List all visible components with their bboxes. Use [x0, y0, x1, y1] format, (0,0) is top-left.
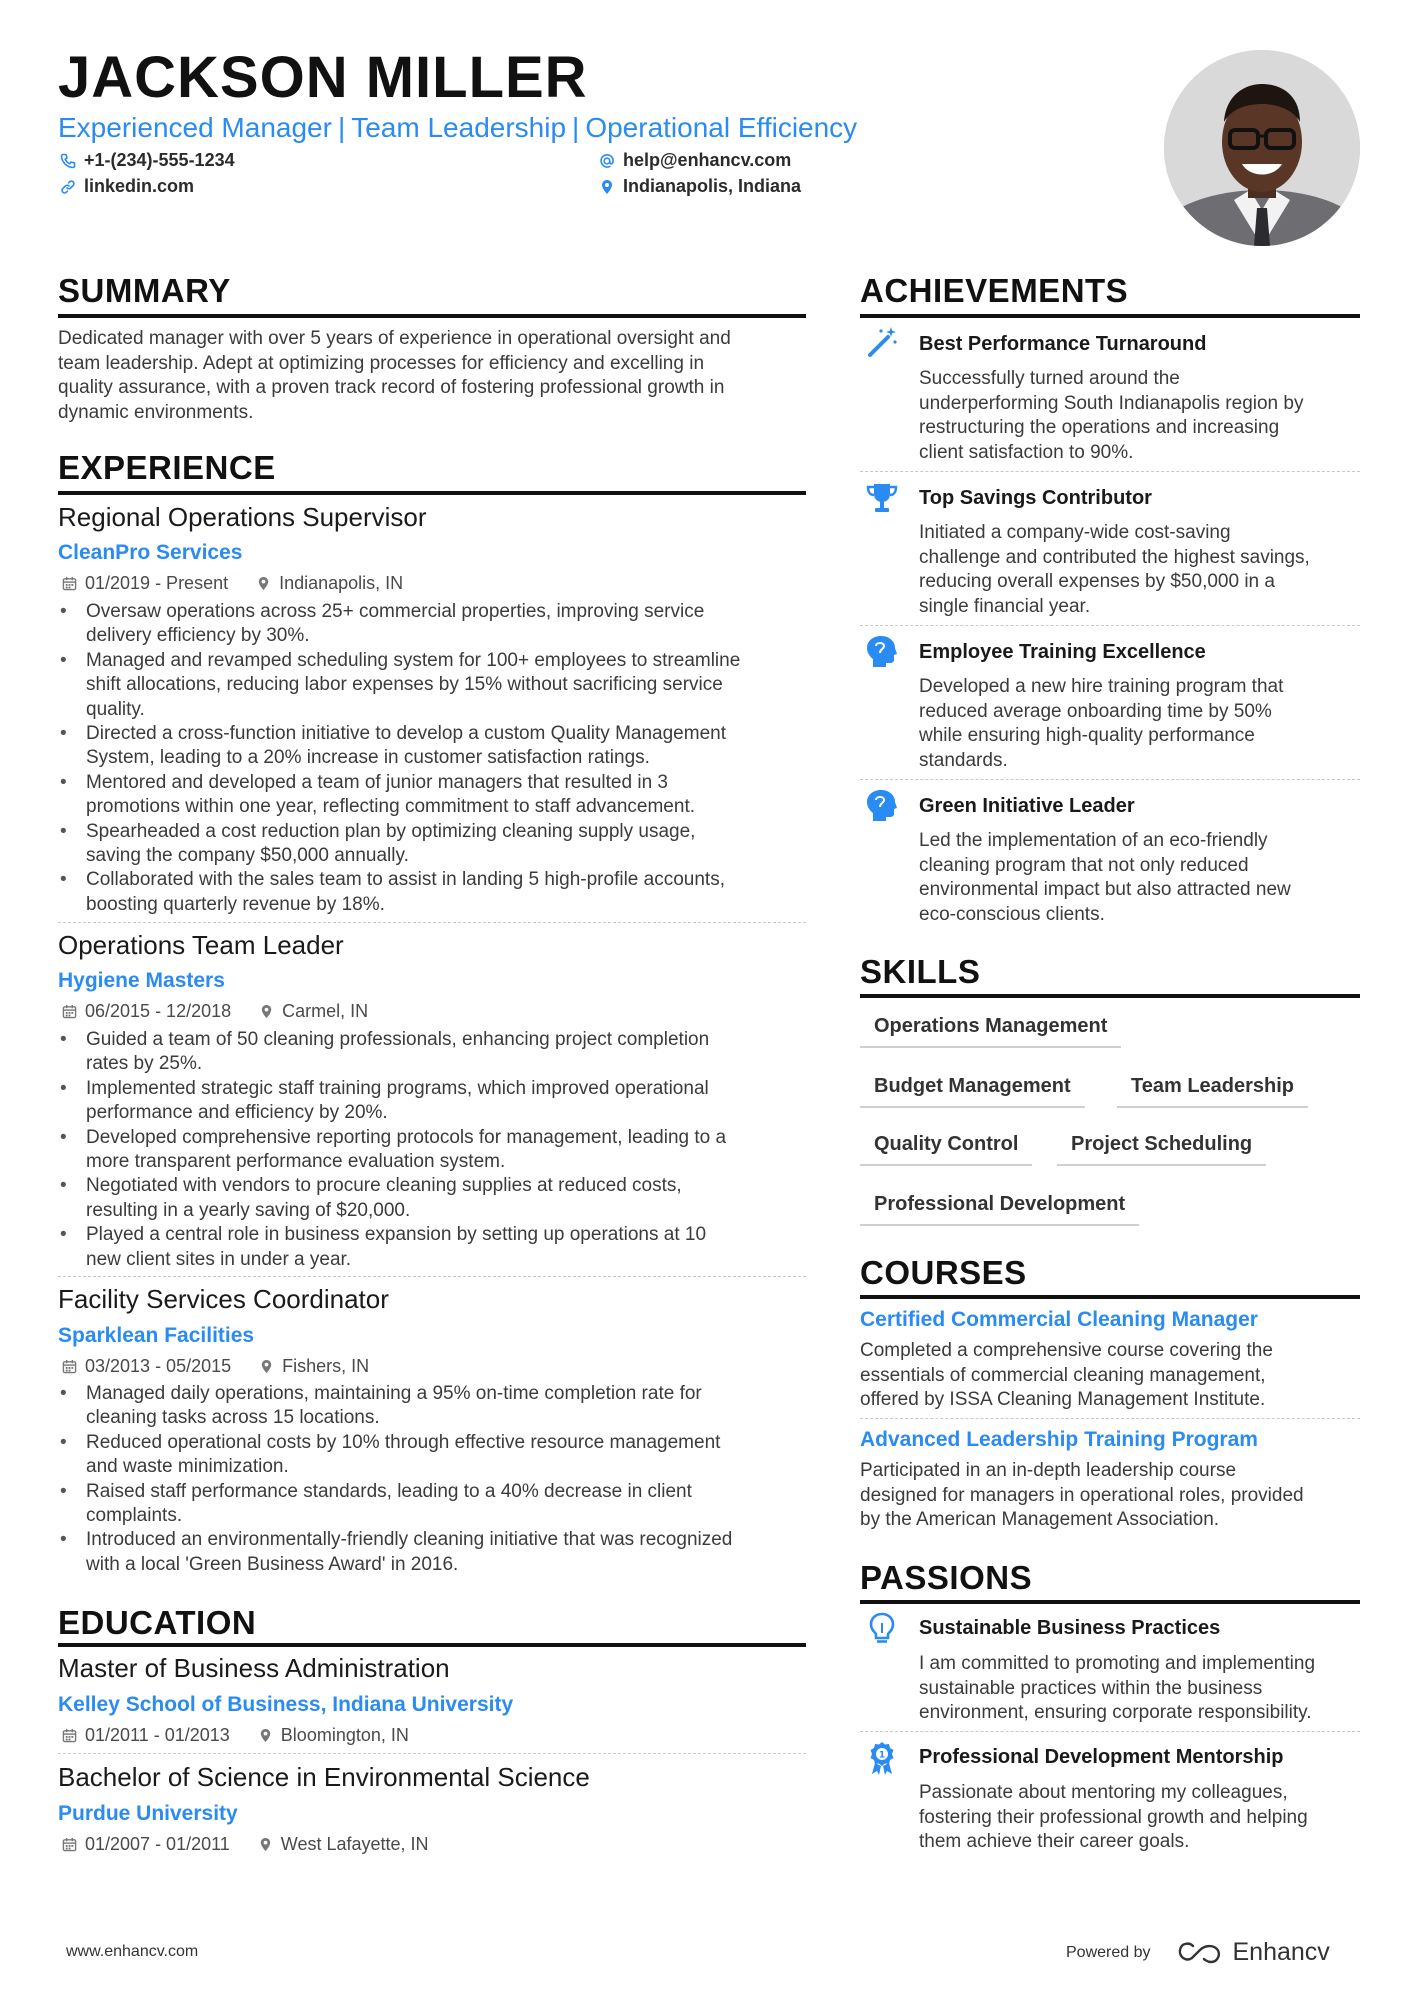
school-name[interactable]: Purdue University	[58, 1802, 238, 1825]
skills-heading: SKILLS	[860, 953, 981, 990]
contact-linkedin[interactable]	[60, 176, 194, 197]
divider	[58, 1276, 806, 1277]
summary-line: dynamic environments.	[58, 401, 254, 423]
section-rule	[860, 314, 1360, 318]
summary-line: Dedicated manager with over 5 years of experience in operational oversight and	[58, 328, 731, 349]
job-title: Regional Operations Supervisor	[58, 502, 427, 532]
portrait-illustration	[1164, 50, 1360, 246]
company-name[interactable]: Sparklean Facilities	[58, 1324, 255, 1347]
degree-title: Master of Business Administration	[58, 1653, 450, 1683]
education-dates	[62, 1725, 230, 1746]
course-title[interactable]: Advanced Leadership Training Program	[860, 1428, 1258, 1451]
achievement-title: Employee Training Excellence	[919, 641, 1206, 663]
divider	[860, 625, 1360, 626]
dates-text: 01/2019 - Present	[85, 573, 229, 593]
courses-heading: COURSES	[860, 1254, 1027, 1291]
education-location	[258, 1834, 429, 1855]
location-text: Carmel, IN	[282, 1001, 369, 1021]
achievement-title: Green Initiative Leader	[919, 795, 1135, 817]
enhancv-logo-icon	[1177, 1941, 1223, 1965]
company-name[interactable]: CleanPro Services	[58, 541, 243, 564]
skill-tag: Budget Management	[860, 1068, 1085, 1108]
education-heading: EDUCATION	[58, 1604, 257, 1641]
achievement-title: Top Savings Contributor	[919, 487, 1152, 509]
calendar-icon	[62, 576, 77, 591]
job-meta	[62, 1356, 397, 1377]
map-pin-icon	[259, 1004, 274, 1019]
education-meta	[62, 1834, 457, 1855]
magic-wand-icon	[864, 325, 900, 361]
summary-line: quality assurance, with a proven track record of fostering professional growth in	[58, 377, 725, 398]
candidate-name: JACKSON MILLER	[58, 45, 588, 110]
contact-email[interactable]	[599, 150, 791, 171]
summary-line: team leadership. Adept at optimizing processes for efficiency and excelling in	[58, 352, 705, 374]
divider	[860, 1731, 1360, 1732]
course-description: Completed a comprehensive course covering the essentials of commercial cleaning management, offered by ISSA Cleaning Management Institute.	[860, 1340, 1273, 1410]
head-icon	[864, 634, 900, 670]
achievement-description: Developed a new hire training program that reduced average onboarding time by 50% while ensuring high-quality performance standards.	[919, 676, 1284, 771]
contact-phone[interactable]	[60, 150, 235, 171]
achievement-title: Best Performance Turnaround	[919, 333, 1207, 355]
company-name[interactable]: Hygiene Masters	[58, 969, 225, 992]
bullet-item: • Introduced an environmentally-friendly cleaning initiative that was recognized with a local 'Green Business Award' in 2016.	[58, 1528, 818, 1577]
bullet-item: • Oversaw operations across 25+ commercial properties, improving service delivery efficiency by 30%.	[58, 600, 818, 649]
section-rule	[860, 1295, 1360, 1299]
powered-by-label: Powered by	[1066, 1943, 1151, 1961]
tagline-item: Team Leadership	[351, 112, 567, 143]
job-dates	[62, 1356, 231, 1377]
map-pin-icon	[256, 576, 271, 591]
section-rule	[58, 491, 806, 495]
section-rule	[58, 314, 806, 318]
calendar-icon	[62, 1004, 77, 1019]
job-meta	[62, 1001, 396, 1022]
passions-heading: PASSIONS	[860, 1559, 1033, 1596]
award-ribbon-icon	[864, 1740, 900, 1776]
tagline-separator: |	[337, 112, 346, 143]
linkedin-url: linkedin.com	[84, 176, 195, 196]
brand-name: Enhancv	[1232, 1938, 1330, 1966]
achievement-description: Initiated a company-wide cost-saving challenge and contributed the highest savings, reducing overall expenses by $50,000 in a single financial year.	[919, 522, 1310, 617]
dates-text: 01/2007 - 01/2011	[85, 1834, 230, 1854]
dates-text: 01/2011 - 01/2013	[85, 1725, 230, 1745]
job-bullets	[58, 1028, 818, 1272]
bullet-item: • Managed and revamped scheduling system for 100+ employees to streamline shift allocations, reducing labor expenses by 15% without sacrificing service quality.	[58, 649, 818, 722]
email-address: help@enhancv.com	[623, 150, 792, 170]
divider	[860, 779, 1360, 780]
job-location	[256, 573, 403, 594]
bullet-item: • Played a central role in business expansion by setting up operations at 10 new client sites in under a year.	[58, 1223, 818, 1272]
job-bullets	[58, 600, 818, 917]
calendar-icon	[62, 1837, 77, 1852]
bullet-item: • Directed a cross-function initiative to develop a custom Quality Management System, leading to a 20% increase in customer satisfaction ratings.	[58, 722, 818, 771]
job-dates	[62, 573, 228, 594]
link-icon	[60, 179, 76, 195]
location-text: Bloomington, IN	[280, 1725, 409, 1745]
contact-location	[599, 176, 801, 197]
job-meta	[62, 573, 431, 594]
tagline-item: Experienced Manager	[58, 112, 332, 143]
achievement-description: Successfully turned around the underperforming South Indianapolis region by restructuring the operations and increasing client satisfaction to 90%.	[919, 368, 1304, 463]
skill-tag: Quality Control	[860, 1126, 1032, 1166]
education-dates	[62, 1834, 230, 1855]
location-text: West Lafayette, IN	[280, 1834, 429, 1854]
bullet-item: • Managed daily operations, maintaining a 95% on-time completion rate for cleaning tasks across 15 locations.	[58, 1382, 818, 1431]
bullet-item: • Developed comprehensive reporting protocols for management, leading to a more transparent performance evaluation system.	[58, 1126, 818, 1175]
bullet-item: • Reduced operational costs by 10% through effective resource management and waste minimization.	[58, 1431, 818, 1480]
bullet-item: • Implemented strategic staff training programs, which improved operational performance and efficiency by 20%.	[58, 1077, 818, 1126]
skill-tag: Project Scheduling	[1057, 1126, 1266, 1166]
bullet-item: • Guided a team of 50 cleaning professionals, enhancing project completion rates by 25%.	[58, 1028, 818, 1077]
location-text: Indianapolis, Indiana	[623, 176, 802, 196]
skill-tag: Professional Development	[860, 1186, 1139, 1226]
job-location	[259, 1356, 369, 1377]
school-name[interactable]: Kelley School of Business, Indiana University	[58, 1693, 514, 1716]
footer-branding	[1066, 1938, 1330, 1967]
section-rule	[860, 1600, 1360, 1604]
passion-description: I am committed to promoting and implementing sustainable practices within the business environment, ensuring corporate responsibility.	[919, 1653, 1316, 1723]
job-bullets	[58, 1382, 818, 1577]
phone-number: +1-(234)-555-1234	[84, 150, 235, 170]
head-icon	[864, 788, 900, 824]
at-sign-icon	[599, 153, 615, 169]
bullet-item: • Negotiated with vendors to procure cleaning supplies at reduced costs, resulting in a yearly saving of $20,000.	[58, 1174, 818, 1223]
footer-website[interactable]: www.enhancv.com	[66, 1943, 199, 1960]
degree-title: Bachelor of Science in Environmental Science	[58, 1762, 590, 1792]
divider	[58, 922, 806, 923]
map-pin-icon	[599, 179, 615, 195]
map-pin-icon	[258, 1837, 273, 1852]
calendar-icon	[62, 1359, 77, 1374]
divider	[58, 1753, 806, 1754]
education-location	[258, 1725, 409, 1746]
course-description: Participated in an in-depth leadership course designed for managers in operational roles, provided by the American Management Association.	[860, 1460, 1304, 1530]
dates-text: 03/2013 - 05/2015	[85, 1356, 232, 1376]
location-text: Fishers, IN	[282, 1356, 370, 1376]
calendar-icon	[62, 1728, 77, 1743]
profile-photo	[1164, 50, 1360, 246]
enhancv-logo[interactable]	[1177, 1938, 1330, 1967]
lightbulb-icon	[864, 1611, 900, 1647]
job-dates	[62, 1001, 231, 1022]
bullet-item: • Collaborated with the sales team to assist in landing 5 high-profile accounts, boosting quarterly revenue by 18%.	[58, 868, 818, 917]
job-title: Operations Team Leader	[58, 930, 344, 960]
passion-title: Professional Development Mentorship	[919, 1746, 1284, 1768]
course-title[interactable]: Certified Commercial Cleaning Manager	[860, 1308, 1258, 1331]
passion-description: Passionate about mentoring my colleagues, fostering their professional growth and helping them achieve their career goals.	[919, 1782, 1308, 1852]
map-pin-icon	[259, 1359, 274, 1374]
trophy-icon	[864, 480, 900, 516]
achievement-description: Led the implementation of an eco-friendly cleaning program that not only reduced environmental impact but also attracted new eco-conscious clients.	[919, 830, 1291, 925]
location-text: Indianapolis, IN	[279, 573, 404, 593]
section-rule	[860, 994, 1360, 998]
section-rule	[58, 1643, 806, 1647]
summary-heading: SUMMARY	[58, 272, 231, 309]
skill-tag: Operations Management	[860, 1008, 1121, 1048]
job-title: Facility Services Coordinator	[58, 1284, 389, 1314]
achievements-heading: ACHIEVEMENTS	[860, 272, 1129, 309]
tagline-separator: |	[572, 112, 580, 143]
bullet-item: • Mentored and developed a team of junior managers that resulted in 3 promotions within one year, reflecting commitment to staff advancement.	[58, 771, 818, 820]
phone-icon	[60, 153, 76, 169]
bullet-item: • Spearheaded a cost reduction plan by optimizing cleaning supply usage, saving the company $50,000 annually.	[58, 820, 818, 869]
skill-tag: Team Leadership	[1117, 1068, 1308, 1108]
divider	[860, 471, 1360, 472]
divider	[860, 1418, 1360, 1419]
education-meta	[62, 1725, 437, 1746]
bullet-item: • Raised staff performance standards, leading to a 40% decrease in client complaints.	[58, 1480, 818, 1529]
summary-text	[58, 327, 818, 425]
job-location	[259, 1001, 368, 1022]
tagline-item: Operational Efficiency	[585, 112, 858, 143]
map-pin-icon	[258, 1728, 273, 1743]
experience-heading: EXPERIENCE	[58, 449, 276, 486]
tagline	[58, 112, 857, 144]
passion-title: Sustainable Business Practices	[919, 1617, 1221, 1639]
svg-text:1: 1	[878, 1750, 886, 1761]
dates-text: 06/2015 - 12/2018	[85, 1001, 232, 1021]
